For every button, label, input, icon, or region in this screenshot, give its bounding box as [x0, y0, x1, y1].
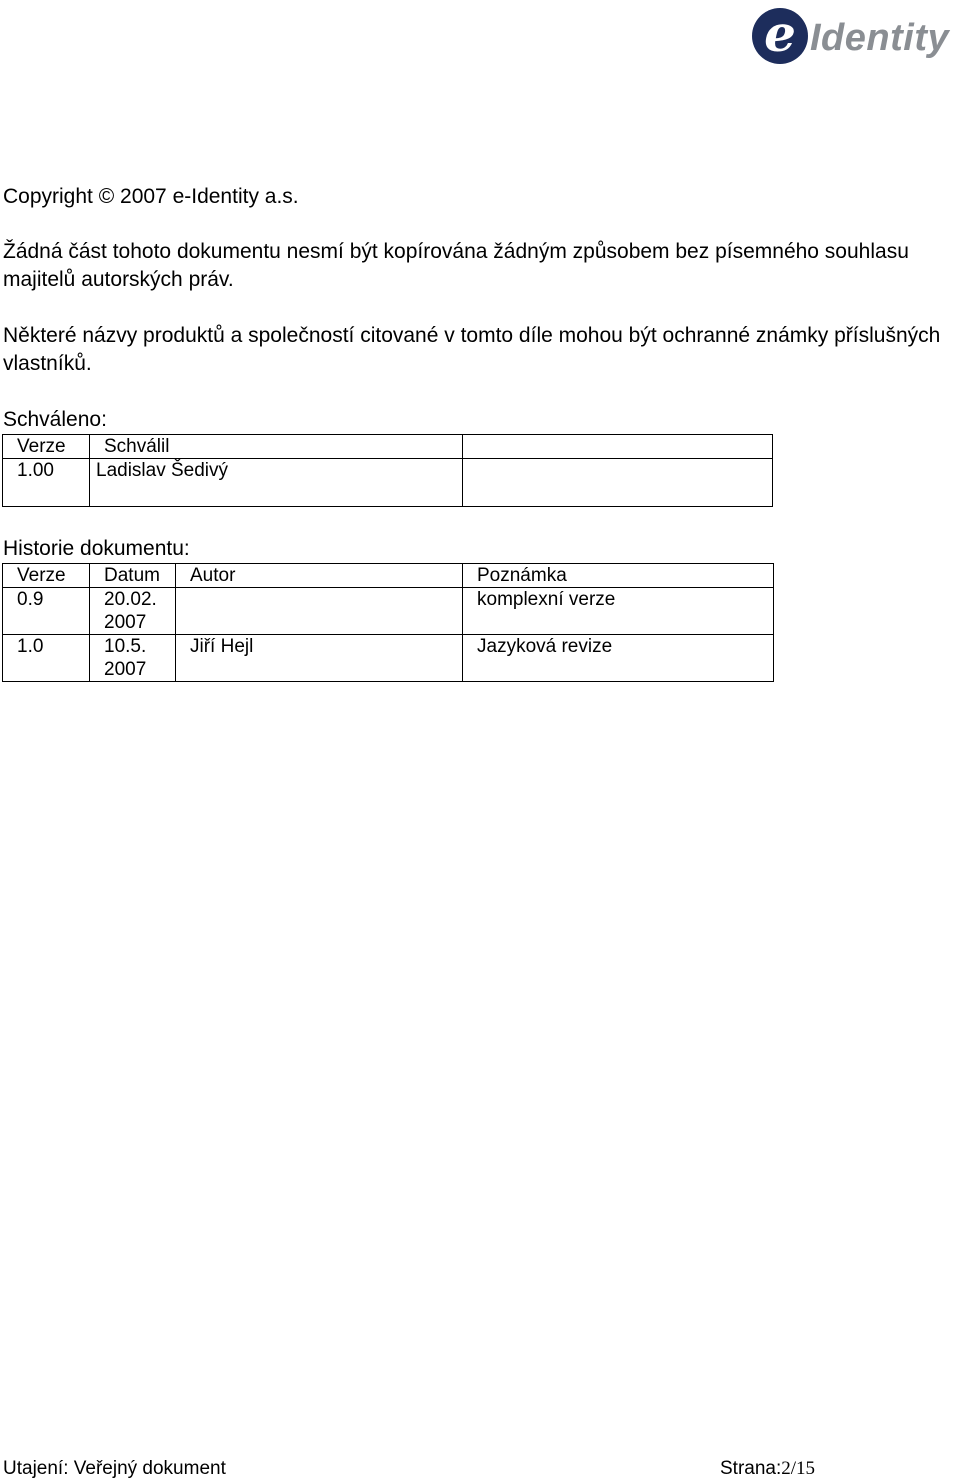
page-number-footer — [720, 1458, 815, 1480]
table-header-cell: Datum — [90, 564, 176, 588]
table-cell: komplexní verze — [463, 588, 774, 635]
table-cell — [176, 588, 463, 635]
copyright-line: Copyright © 2007 e-Identity a.s. — [3, 185, 299, 208]
logo-letter: e — [764, 4, 796, 63]
table-cell: 1.00 — [3, 459, 90, 507]
table-header-cell: Autor — [176, 564, 463, 588]
table-header-cell: Verze — [3, 435, 90, 459]
table-header-cell — [463, 435, 773, 459]
table-row — [3, 435, 773, 459]
table-row — [3, 459, 773, 507]
history-heading: Historie dokumentu: — [3, 537, 190, 560]
approval-table — [2, 434, 773, 507]
approval-heading: Schváleno: — [3, 408, 107, 431]
classification-footer: Utajení: Veřejný dokument — [3, 1458, 226, 1479]
table-cell: 0.9 — [3, 588, 90, 635]
table-cell: 20.02. 2007 — [90, 588, 176, 635]
table-header-cell: Poznámka — [463, 564, 774, 588]
copying-notice: Žádná část tohoto dokumentu nesmí být kopírována žádným způsobem bez písemného souhlasu majitelů autorských práv. — [3, 240, 915, 291]
table-cell: 1.0 — [3, 635, 90, 682]
page-label: Strana: — [720, 1458, 782, 1479]
table-cell: 10.5. 2007 — [90, 635, 176, 682]
table-cell: Ladislav Šedivý — [90, 459, 463, 507]
table-cell: Jazyková revize — [463, 635, 774, 682]
table-cell — [463, 459, 773, 507]
page-number: 2/15 — [781, 1458, 816, 1479]
logo-text: Identity — [810, 17, 950, 59]
table-row — [3, 564, 774, 588]
history-table — [2, 563, 774, 682]
table-cell: Jiří Hejl — [176, 635, 463, 682]
table-row — [3, 635, 774, 682]
table-header-cell: Verze — [3, 564, 90, 588]
table-row — [3, 588, 774, 635]
eidentity-logo — [752, 6, 952, 66]
table-header-cell: Schválil — [90, 435, 463, 459]
trademark-notice: Některé názvy produktů a společností citované v tomto díle mohou být ochranné známky příslušných vlastníků. — [3, 324, 947, 375]
